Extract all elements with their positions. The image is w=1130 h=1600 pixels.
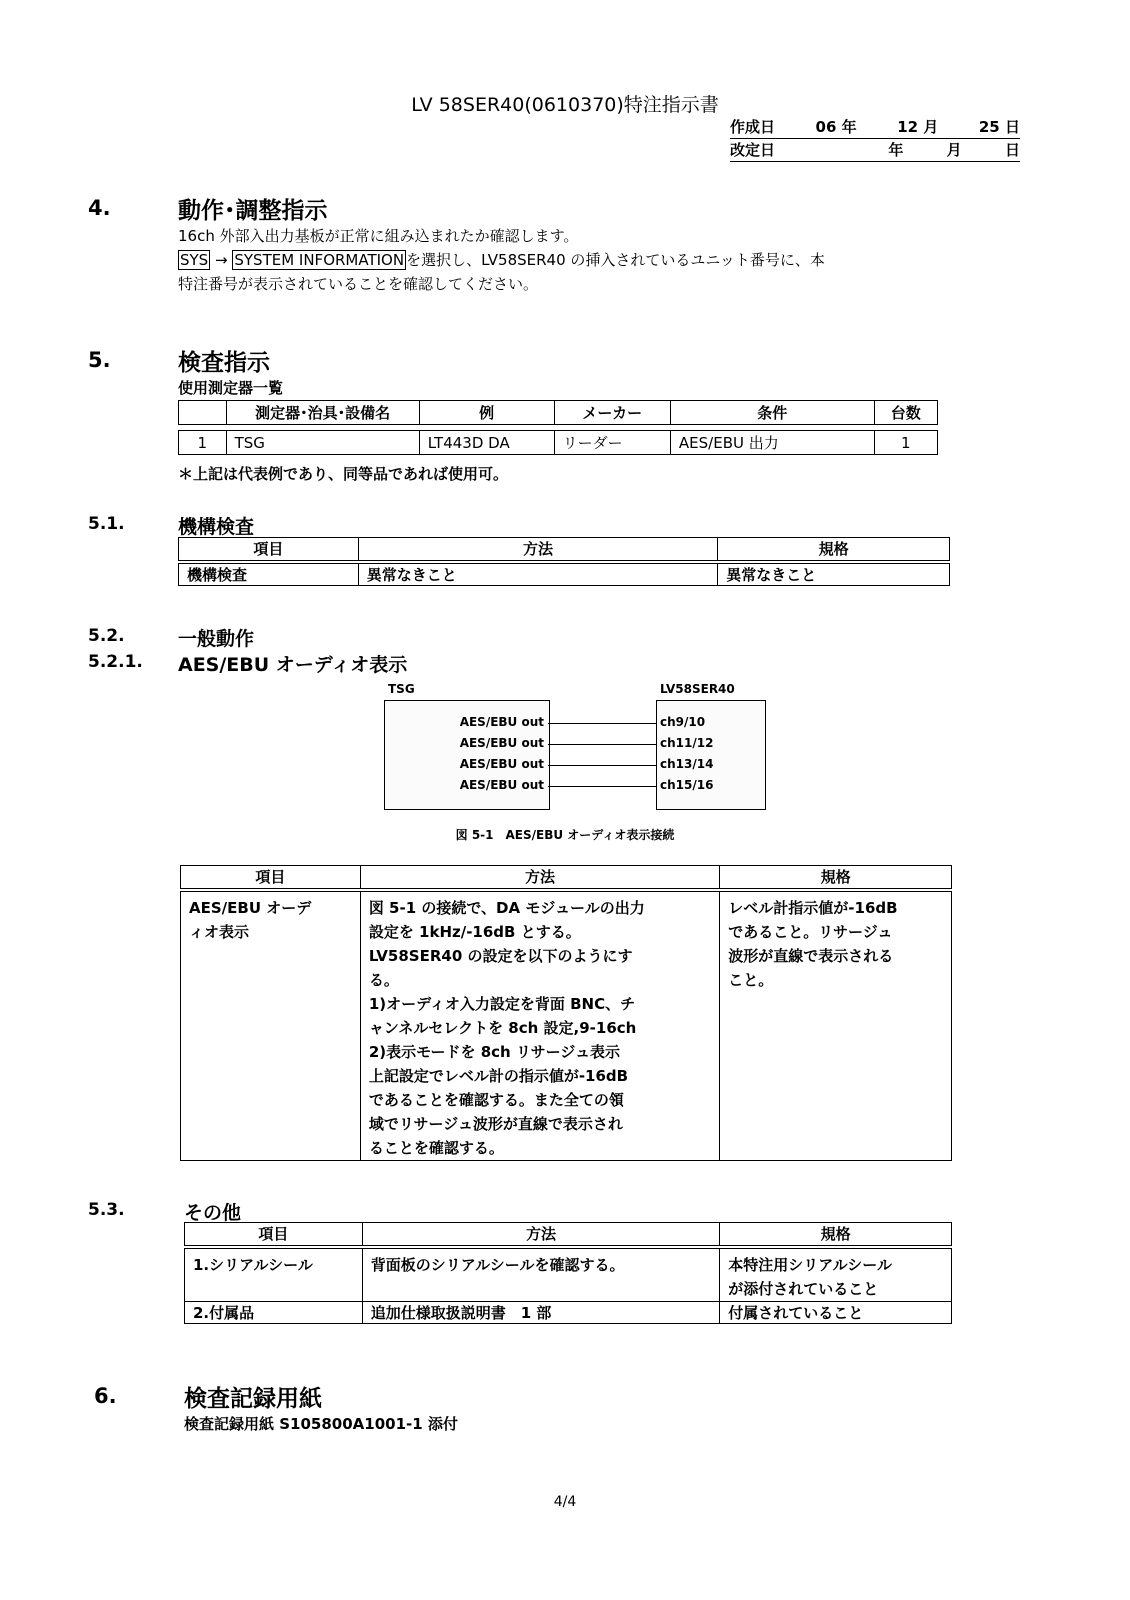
other-accessory-spec: 付属されていること <box>720 1301 952 1323</box>
section-6-title: 検査記録用紙 <box>184 1386 322 1412</box>
revised-day-unit: 日 <box>1004 141 1020 159</box>
mechanism-method: 異常なきこと <box>358 562 718 586</box>
section-4-line2 <box>178 248 1008 272</box>
revised-label: 改定日 <box>730 141 776 159</box>
mechanism-spec: 異常なきこと <box>718 562 950 586</box>
mechanism-item: 機構検査 <box>179 562 359 586</box>
mechanism-header-spec: 規格 <box>718 538 950 562</box>
document-title: LV 58SER40(0610370)特注指示書 <box>411 94 719 116</box>
equipment-header-maker: メーカー <box>554 401 670 425</box>
other-row-accessory <box>185 1301 952 1323</box>
equipment-header-row <box>179 401 938 425</box>
section-4-line2-rest: を選択し、LV58SER40 の挿入されているユニット番号に、本 <box>406 251 825 269</box>
created-month: 12 月 <box>897 118 939 136</box>
equipment-no: 1 <box>179 431 227 455</box>
equipment-example: LT443D DA <box>419 431 554 455</box>
equipment-table <box>178 400 938 455</box>
diagram-lv58ser40-label: LV58SER40 <box>660 682 735 696</box>
created-label: 作成日 <box>730 118 776 136</box>
aes-ebu-row <box>181 890 952 1161</box>
mechanism-header-item: 項目 <box>179 538 359 562</box>
diagram-input-3: ch13/14 <box>660 757 714 771</box>
other-header-row <box>185 1223 952 1247</box>
diagram-output-4: AES/EBU out <box>459 778 544 792</box>
mechanism-header-row <box>179 538 950 562</box>
equipment-header-example: 例 <box>419 401 554 425</box>
other-serial-spec: 本特注用シリアルシール が添付されていること <box>720 1247 952 1302</box>
revised-date-row <box>730 139 1020 162</box>
section-6-number: 6. <box>94 1384 117 1408</box>
mechanism-table <box>178 537 950 586</box>
other-header-item: 項目 <box>185 1223 363 1247</box>
equipment-header-name: 測定器･治具･設備名 <box>226 401 419 425</box>
diagram-tsg-label: TSG <box>388 682 415 696</box>
diagram-output-3: AES/EBU out <box>459 757 544 771</box>
section-5-3-title: その他 <box>184 1202 242 1224</box>
equipment-row <box>179 431 938 455</box>
section-4-body <box>178 224 1008 296</box>
diagram-input-2: ch11/12 <box>660 736 714 750</box>
aes-ebu-header-spec: 規格 <box>720 866 952 890</box>
equipment-list-title: 使用測定器一覧 <box>178 379 284 397</box>
section-5-2-number: 5.2. <box>88 626 125 646</box>
diagram-wire-1 <box>548 723 656 724</box>
mechanism-header-method: 方法 <box>358 538 718 562</box>
diagram-input-1: ch9/10 <box>660 715 706 729</box>
section-5-2-1-title: AES/EBU オーディオ表示 <box>178 654 408 676</box>
equipment-count: 1 <box>874 431 937 455</box>
mechanism-row <box>179 562 950 586</box>
aes-ebu-header-item: 項目 <box>181 866 361 890</box>
menu-sys: SYS <box>180 251 209 269</box>
equipment-header-condition: 条件 <box>670 401 874 425</box>
section-4-line3: 特注番号が表示されていることを確認してください。 <box>178 275 539 293</box>
created-date-row <box>730 116 1020 139</box>
equipment-header-count: 台数 <box>874 401 937 425</box>
diagram-output-2: AES/EBU out <box>459 736 544 750</box>
equipment-note: ＊上記は代表例であり、同等品であれば使用可。 <box>178 465 509 483</box>
section-4-number: 4. <box>88 196 111 220</box>
equipment-condition: AES/EBU 出力 <box>670 431 874 455</box>
diagram-wire-2 <box>548 744 656 745</box>
created-day: 25 日 <box>978 118 1020 136</box>
other-serial-item: 1.シリアルシール <box>185 1247 363 1302</box>
section-4-title: 動作･調整指示 <box>178 198 328 224</box>
aes-ebu-item: AES/EBU オーデ ィオ表示 <box>181 890 361 1161</box>
section-6-body: 検査記録用紙 S105800A1001-1 添付 <box>184 1415 458 1433</box>
section-4-line1: 16ch 外部入出力基板が正常に組み込まれたか確認します。 <box>178 227 579 245</box>
menu-system-information: SYSTEM INFORMATION <box>234 251 405 269</box>
created-year: 06 年 <box>815 118 857 136</box>
section-5-1-title: 機構検査 <box>178 516 255 538</box>
other-header-method: 方法 <box>362 1223 720 1247</box>
section-5-3-number: 5.3. <box>88 1200 125 1220</box>
aes-ebu-spec: レベル計指示値が-16dB であること。リサージュ 波形が直線で表示される こと。 <box>720 890 952 1161</box>
section-5-1-number: 5.1. <box>88 514 125 534</box>
other-accessory-item: 2.付属品 <box>185 1301 363 1323</box>
equipment-header-no <box>179 401 227 425</box>
date-block <box>730 116 1020 162</box>
equipment-name: TSG <box>226 431 419 455</box>
other-row-serial <box>185 1247 952 1302</box>
equipment-maker: リーダー <box>554 431 670 455</box>
diagram-caption: 図 5-1 AES/EBU オーディオ表示接続 <box>455 828 675 842</box>
menu-arrow: → <box>215 251 228 269</box>
aes-ebu-table <box>180 865 952 1161</box>
other-table <box>184 1222 952 1324</box>
section-5-title: 検査指示 <box>178 350 270 376</box>
page-number: 4/4 <box>553 1494 577 1510</box>
section-5-2-title: 一般動作 <box>178 628 255 650</box>
diagram-wire-4 <box>548 786 656 787</box>
section-5-2-1-number: 5.2.1. <box>88 652 143 672</box>
diagram-wire-3 <box>548 765 656 766</box>
diagram-input-4: ch15/16 <box>660 778 714 792</box>
diagram-output-1: AES/EBU out <box>459 715 544 729</box>
aes-ebu-header-row <box>181 866 952 890</box>
other-serial-method: 背面板のシリアルシールを確認する。 <box>362 1247 720 1302</box>
section-5-number: 5. <box>88 348 111 372</box>
aes-ebu-method: 図 5-1 の接続で、DA モジュールの出力 設定を 1kHz/-16dB とする。 LV58SER40 の設定を以下のようにす る。 1)オーディオ入力設定を背面 BNC、チ ャンネルセレクトを 8ch 設定,9-16ch 2)表示モードを 8ch リサージュ表示 上記設定でレベル計の指示値が-16dB であることを確認する。また全ての領 域でリサージュ波形が直線で表示され ることを確認する。 <box>360 890 719 1161</box>
other-accessory-method: 追加仕様取扱説明書 1 部 <box>362 1301 720 1323</box>
other-header-spec: 規格 <box>720 1223 952 1247</box>
revised-month-unit: 月 <box>946 141 962 159</box>
revised-year-unit: 年 <box>888 141 904 159</box>
aes-ebu-header-method: 方法 <box>360 866 719 890</box>
